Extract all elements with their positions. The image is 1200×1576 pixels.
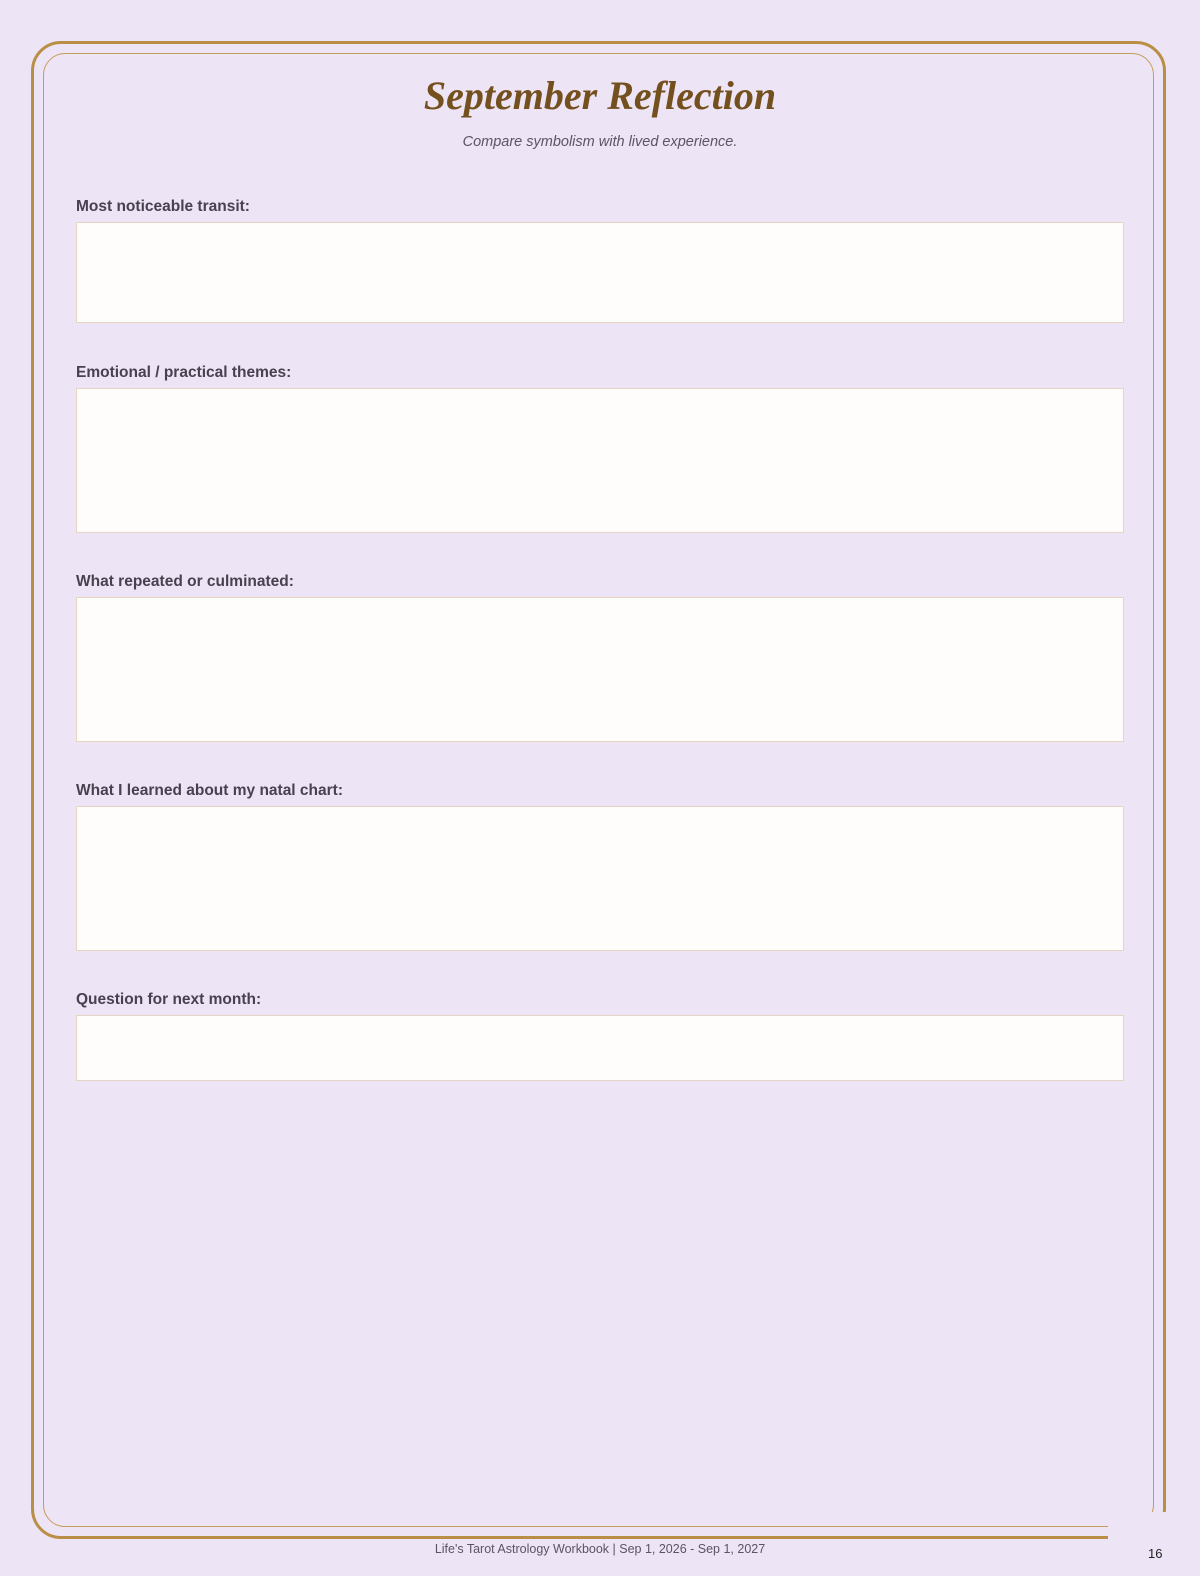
footer-text: Life's Tarot Astrology Workbook | Sep 1, 2026 - Sep 1, 2027 [434,1542,766,1556]
field-label-natal-chart: What I learned about my natal chart: [76,782,343,799]
page-title: September Reflection [423,73,777,118]
field-label-themes: Emotional / practical themes: [76,364,292,381]
page-subtitle: Compare symbolism with lived experience. [462,134,738,150]
themes-textarea[interactable] [76,388,1124,533]
transit-textarea[interactable] [76,222,1124,323]
next-month-textarea[interactable] [76,1015,1124,1081]
field-label-next-month: Question for next month: [76,991,262,1008]
field-label-transit: Most noticeable transit: [76,198,250,215]
natal-chart-textarea[interactable] [76,806,1124,951]
repeated-textarea[interactable] [76,597,1124,742]
field-label-repeated: What repeated or culminated: [76,573,294,590]
page-number: 16 [1148,1546,1163,1561]
